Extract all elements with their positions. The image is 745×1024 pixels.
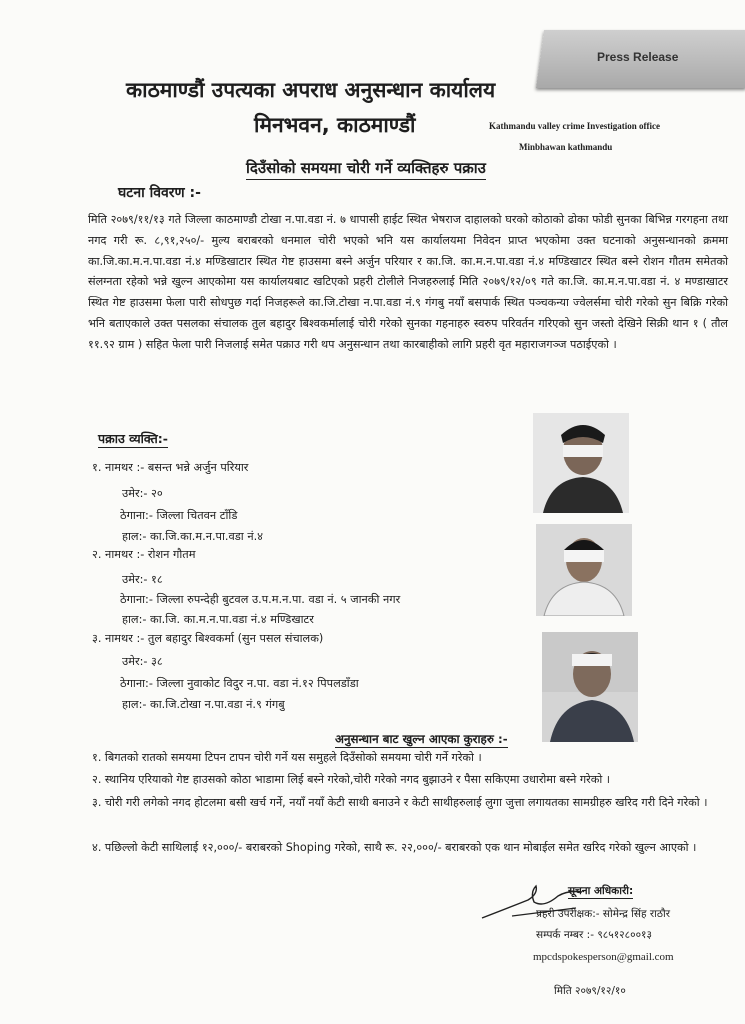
finding-1: १. बिगतको रातको समयमा टिपन टापन चोरी गर्ने यस समुहले दिउँसोको समयमा चोरी गर्ने गरेको । xyxy=(92,751,482,764)
person-2-age: उमेर:- १८ xyxy=(122,573,163,586)
person-1-address: ठेगाना:- जिल्ला चितवन टाँडि xyxy=(120,509,238,522)
person-3-current-address: हाल:- का.जि.टोखा न.पा.वडा नं.९ गंगबु xyxy=(122,698,285,711)
person-1-age: उमेर:- २० xyxy=(122,487,163,500)
office-location: मिनभवन, काठमाण्डौं xyxy=(254,113,416,137)
event-heading: घटना विवरण :- xyxy=(118,185,201,201)
event-description: मिति २०७९/११/१३ गते जिल्ला काठमाण्डौ टोखा न.पा.वडा नं. ७ धापासी हाईट स्थित भेषराज दाहालको घरको कोठाको ढोका फोडी सुनका बिभिन्न गरगहना तथा नगद गरी रू. ८,९१,२५०/- मुल्य बराबरको धनमाल चोरी भएको भनि यस कार्यालयमा निवेदन प्राप्त भएकोमा उक्त घटनाको अनुसन्धानको क्रममा का.जि.का.म.न.पा.वडा नं.४ मण्डिखाटार स्थित गेष्ट हाउसमा बस्ने अर्जुन परियार र का.जि. का.म.न.पा.वडा नं.४ मण्डिखाटर स्थित बस्ने रोशन गौतम समेतको संलग्नता रहेको भन्ने खुल्न आएकोमा यस कार्यालयबाट खटिएको प्रहरी टोलीले निजहरुलाई मिति २०७९/१२/०९ गते का.जि. का.म.न.पा.वडा नं. ४ मण्डाखाटर स्थित गेष्ट हाउसमा फेला पारी सोधपुछ गर्दा निजहरूले का.जि.टोखा न.पा.वडा नं.९ गंगबु नयाँ बसपार्क स्थित पञ्चकन्या ज्वेलर्समा चोरी गरेको सुन बिक्रि गरेको भनि बताएकाले उक्त पसलका संचालक तुल बहादुर बिश्वकर्मालाई चोरी गरेको सुनका गहनाहरु स्वरुप परिवर्तन गरिएको सुन जस्तो देखिने सिक्री थान १ ( तौल ११.९२ ग्राम ) सहित फेला पारी निजलाई समेत पक्राउ गरी थप अनुसन्धान तथा कारबाहीको लागि प्रहरी वृत महाराजगञ्ज पठाईएको । xyxy=(88,213,728,351)
person-1-current-address: हाल:- का.जि.का.म.न.पा.वडा नं.४ xyxy=(122,530,264,543)
person-1-name: १. नामथर :- बसन्त भन्ने अर्जुन परियार xyxy=(92,461,249,474)
arrested-heading: पक्राउ व्यक्ति:- xyxy=(98,431,168,446)
office-title: काठमाण्डौं उपत्यका अपराध अनुसन्धान कार्यालय xyxy=(126,78,496,102)
person-3-photo xyxy=(542,632,638,742)
person-2-current-address: हाल:- का.जि. का.म.न.पा.वडा नं.४ मण्डिखाटर xyxy=(122,613,314,626)
signature-contact: सम्पर्क नम्बर :- ९८५१२८००१३ xyxy=(536,929,652,941)
finding-2: २. स्थानिय एरियाको गेष्ट हाउसको कोठा भाडामा लिई बस्ने गरेको,चोरी गरेको नगद बुझाउने र पैसा सकिएमा उधारोमा बस्ने गरेको । xyxy=(92,773,611,786)
document-date: मिति २०७९/१२/१० xyxy=(554,985,626,997)
office-title-english: Kathmandu valley crime Investigation office xyxy=(489,121,660,131)
signature-officer: प्रहरी उपरीक्षक:- सोमेन्द्र सिंह राठौर xyxy=(536,908,671,920)
press-release-label: Press Release xyxy=(597,50,679,64)
person-2-address: ठेगाना:- जिल्ला रुपन्देही बुटवल उ.प.म.न.पा. वडा नं. ५ जानकी नगर xyxy=(120,593,401,606)
person-2-photo xyxy=(536,524,632,616)
person-1-photo xyxy=(533,413,629,513)
person-3-age: उमेर:- ३८ xyxy=(122,655,163,668)
findings-heading: अनुसन्धान बाट खुल्न आएका कुराहरु :- xyxy=(335,732,508,746)
document-subject: दिउँसोको समयमा चोरी गर्ने व्यक्तिहरु पक्राउ xyxy=(246,158,486,180)
signature-title: सूचना अधिकारी: xyxy=(568,885,634,897)
office-location-english: Minbhawan kathmandu xyxy=(519,142,613,152)
finding-4: ४. पछिल्लो केटी साथिलाई १२,०००/- बराबरको Shoping गरेको, साथै रू. २२,०००/- बराबरको एक थान मोबाईल समेत खरिद गरेको खुल्न आएको । xyxy=(92,841,697,854)
person-3-name: ३. नामथर :- तुल बहादुर बिश्वकर्मा (सुन पसल संचालक) xyxy=(92,632,324,645)
signature-email: mpcdspokesperson@gmail.com xyxy=(533,951,674,963)
person-3-address: ठेगाना:- जिल्ला नुवाकोट विदुर न.पा. वडा नं.१२ पिपलडाँडा xyxy=(120,677,359,690)
person-2-name: २. नामथर :- रोशन गौतम xyxy=(92,548,196,561)
finding-3: ३. चोरी गरी लगेको नगद होटलमा बसी खर्च गर्ने, नयाँ नयाँ केटी साथी बनाउने र केटी साथीहरुलाई लुगा जुत्ता लगायतका सामग्रीहरु खरिद गरी दिने गरेको । xyxy=(92,796,708,809)
